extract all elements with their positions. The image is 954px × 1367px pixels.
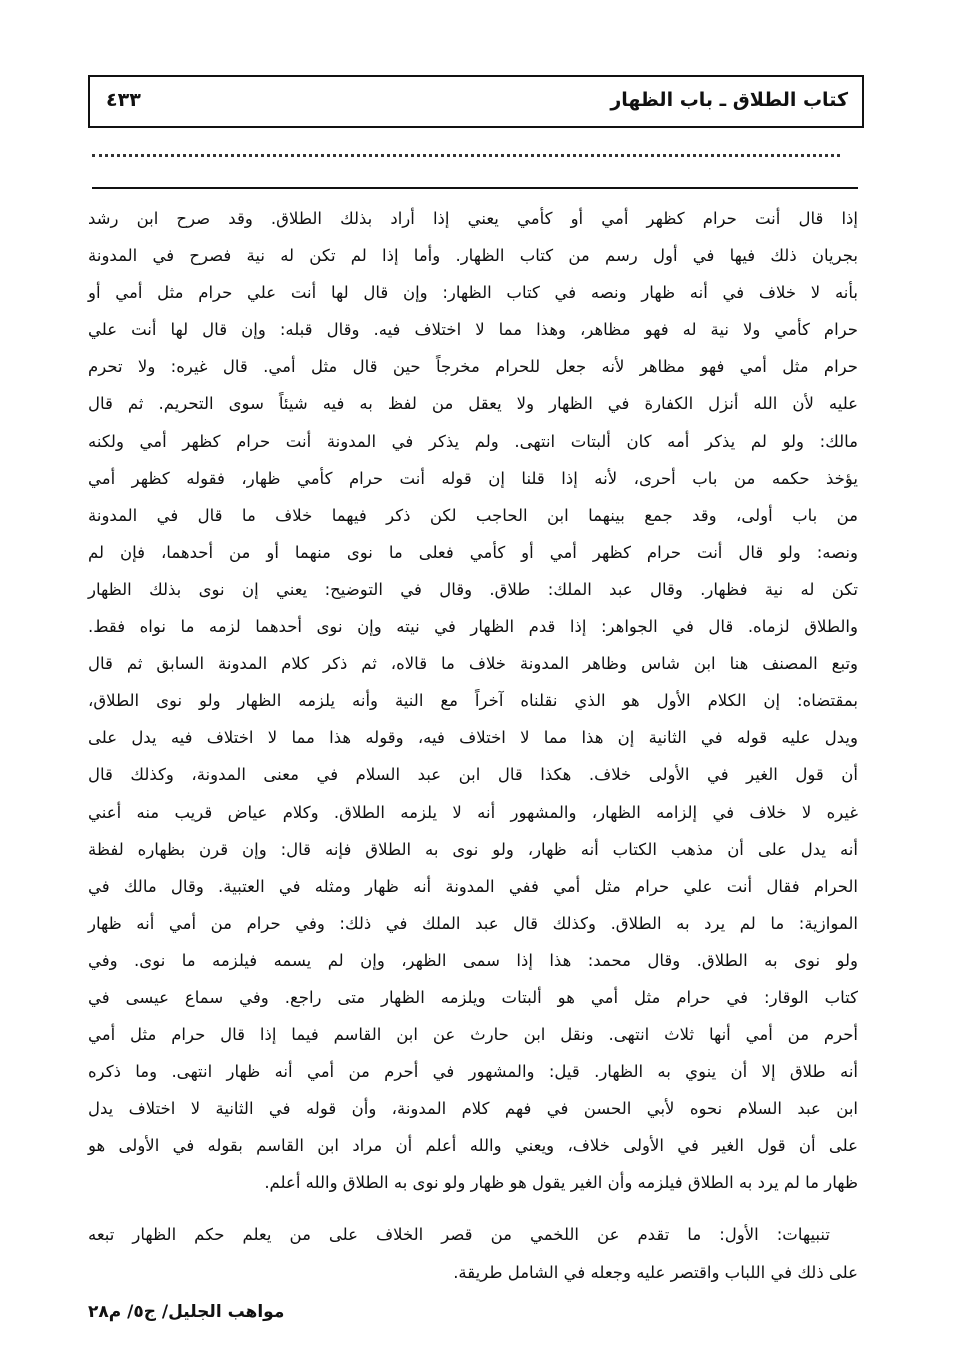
text-line: من باب أولى، وقد جمع بينهما ابن الحاجب لكن ذكر فيهما خلاف ما قال في المدونة <box>88 505 858 525</box>
text-line: كتاب الوقار: في حرام مثل أمي هو ألبتات ويلزمه الظهار متى راجع. وفي سماع عيسى في <box>88 987 858 1007</box>
text-line: حرام كأمي ولا نية له فهو مظاهر، وهذا مما لا اختلاف فيه. وقال قبله: وإن قال لها أنت علي <box>88 320 858 340</box>
dotted-divider <box>92 154 840 157</box>
text-line: غيره لا خلاف في إلزامه الظهار، والمشهور أنه لا يلزمه الطلاق. وكلام عياض قريب منه أعني <box>88 802 858 822</box>
text-line: عليه لأن الله أنزل الكفارة في الظهار ولا يعقل من لفظ به فيه شيئاً سوى التحريم. ثم قال <box>88 394 858 414</box>
text-line: تنبيهات: الأول: ما تقدم عن اللخمي من قصر الخلاف على من يعلم حكم الظهار تبعه <box>88 1225 830 1244</box>
page-number: ٤٣٣ <box>106 89 141 111</box>
text-line: ابن عبد السلام نحوه لأبي الحسن في فهم كلام المدونة، وأن قوله في الثانية لا اختلاف يدل <box>88 1099 858 1119</box>
text-line: ويدل عليه قوله في الثانية إن هذا مما لا اختلاف فيه، وقوله هذا مما لا اختلاف فيه يدل على <box>88 728 858 748</box>
header-rule <box>92 187 858 189</box>
text-line: أنه يدل على أن مذهب الكتاب أنه ظهار، ولو نوى به الطلاق فإنه قال: وإن قرن بظهاره لفظة <box>88 839 858 859</box>
text-line: مالك: ولو لم يذكر أمه كان ألبتات انتهى. ولم يذكر في المدونة أنت حرام كظهر أمي ولكنه <box>88 431 858 451</box>
text-line: على أن قول الغير في الأولى خلاف، ويعني والله أعلم أن مراد ابن القاسم بقوله في الأولى هو <box>88 1136 858 1156</box>
text-line: أن قول الغير في الأولى خلاف. هكذا قال ابن عبد السلام في معنى المدونة، وكذلك قال <box>88 765 858 785</box>
text-line: حرام مثل أمي فهو مظاهر لأنه جعل للحرام مخرجاً حين قال مثل أمي. قال غيره: ولا تحرم <box>88 357 858 377</box>
text-line: إذا قال أنت حرام كظهر أمي أو كأمي يعني إذا أراد بذلك الطلاق. وقد صرح ابن رشد <box>88 209 858 228</box>
text-line: ظهار ما لم يرد به الطلاق فيلزمه وأن الغير يقول هو ظهار ولو نوى به الطلاق والله أعلم. <box>264 1173 858 1193</box>
text-line: ولو نوى به الطلاق. وقال محمد: هذا إذا سمى الظهر، وإن لم يسمه فيلزمه ما نوى. وفي <box>88 950 858 970</box>
text-line: والطلاق لزماه. قال في الجواهر: إذا قدم الظهار في نيته وإن نوى أحدهما لزمه ما نواه فقط. <box>88 617 858 637</box>
text-line: بجريان ذلك فيها في أول رسم من كتاب الظهار. وأما إذا لم تكن له نية فصرح في المدونة <box>88 246 858 266</box>
text-line: على ذلك في اللباب واقتصر عليه وجعله في الشامل طريقة. <box>453 1263 858 1282</box>
text-line: أحرم من أمي أنها ثلاث انتهى. ونقل ابن حارث عن ابن القاسم فيما إذا قال حرام مثل أمي <box>88 1025 858 1045</box>
chapter-title: كتاب الطلاق ـ باب الظهار <box>610 89 848 111</box>
text-line: بمقتضاه: إن الكلام الأول هو الذي نقلناه آخراً مع النية وأنه يلزمه الظهار ولو نوى الطلاق، <box>88 691 858 711</box>
text-line: بأنه لا خلاف في أنه ظهار ونصه في كتاب الظهار: وإن قال لها أنت علي حرام مثل أمي أو <box>88 283 858 303</box>
text-line: الحرام فقال أنت علي حرام مثل أمي ففي المدونة أنه ظهار ومثله في العتبية. وقال مالك في <box>88 876 858 896</box>
text-line: يؤخذ حكمه من باب أحرى، لأنه إذا قلنا إن قوله أنت حرام كأمي ظهار، فقوله كظهر أمي <box>88 468 858 488</box>
notes-paragraph <box>88 1216 858 1292</box>
text-line: تكن له نية فظهار. وقال عبد الملك: طلاق. وقال في التوضيح: يعني إن نوى بذلك الظهار <box>88 579 858 599</box>
footer-signature: مواهب الجليل/ ج٥/ م٢٨ <box>88 1302 285 1322</box>
text-line: وتبع المصنف هنا ابن شاس وظاهر المدونة خلاف ما قالاه، ثم ذكر كلام المدونة السابق ثم قال <box>88 654 858 674</box>
text-line: ونصه: ولو قال أنت حرام كظهر أمي أو كأمي فعلى ما نوى منهما أو من أحدهما، فإن لم <box>88 542 858 562</box>
main-text <box>88 200 858 1202</box>
running-header <box>88 75 864 128</box>
text-line: أنه طلاق إلا أن ينوي به الظهار. قيل: والمشهور في أحرم من أمي أنه ظهار انتهى. وما ذكره <box>88 1062 858 1082</box>
text-line: الموازية: ما لم يرد به الطلاق. وكذلك قال عبد الملك في ذلك: وفي حرام من أمي أنه ظهار <box>88 913 858 933</box>
